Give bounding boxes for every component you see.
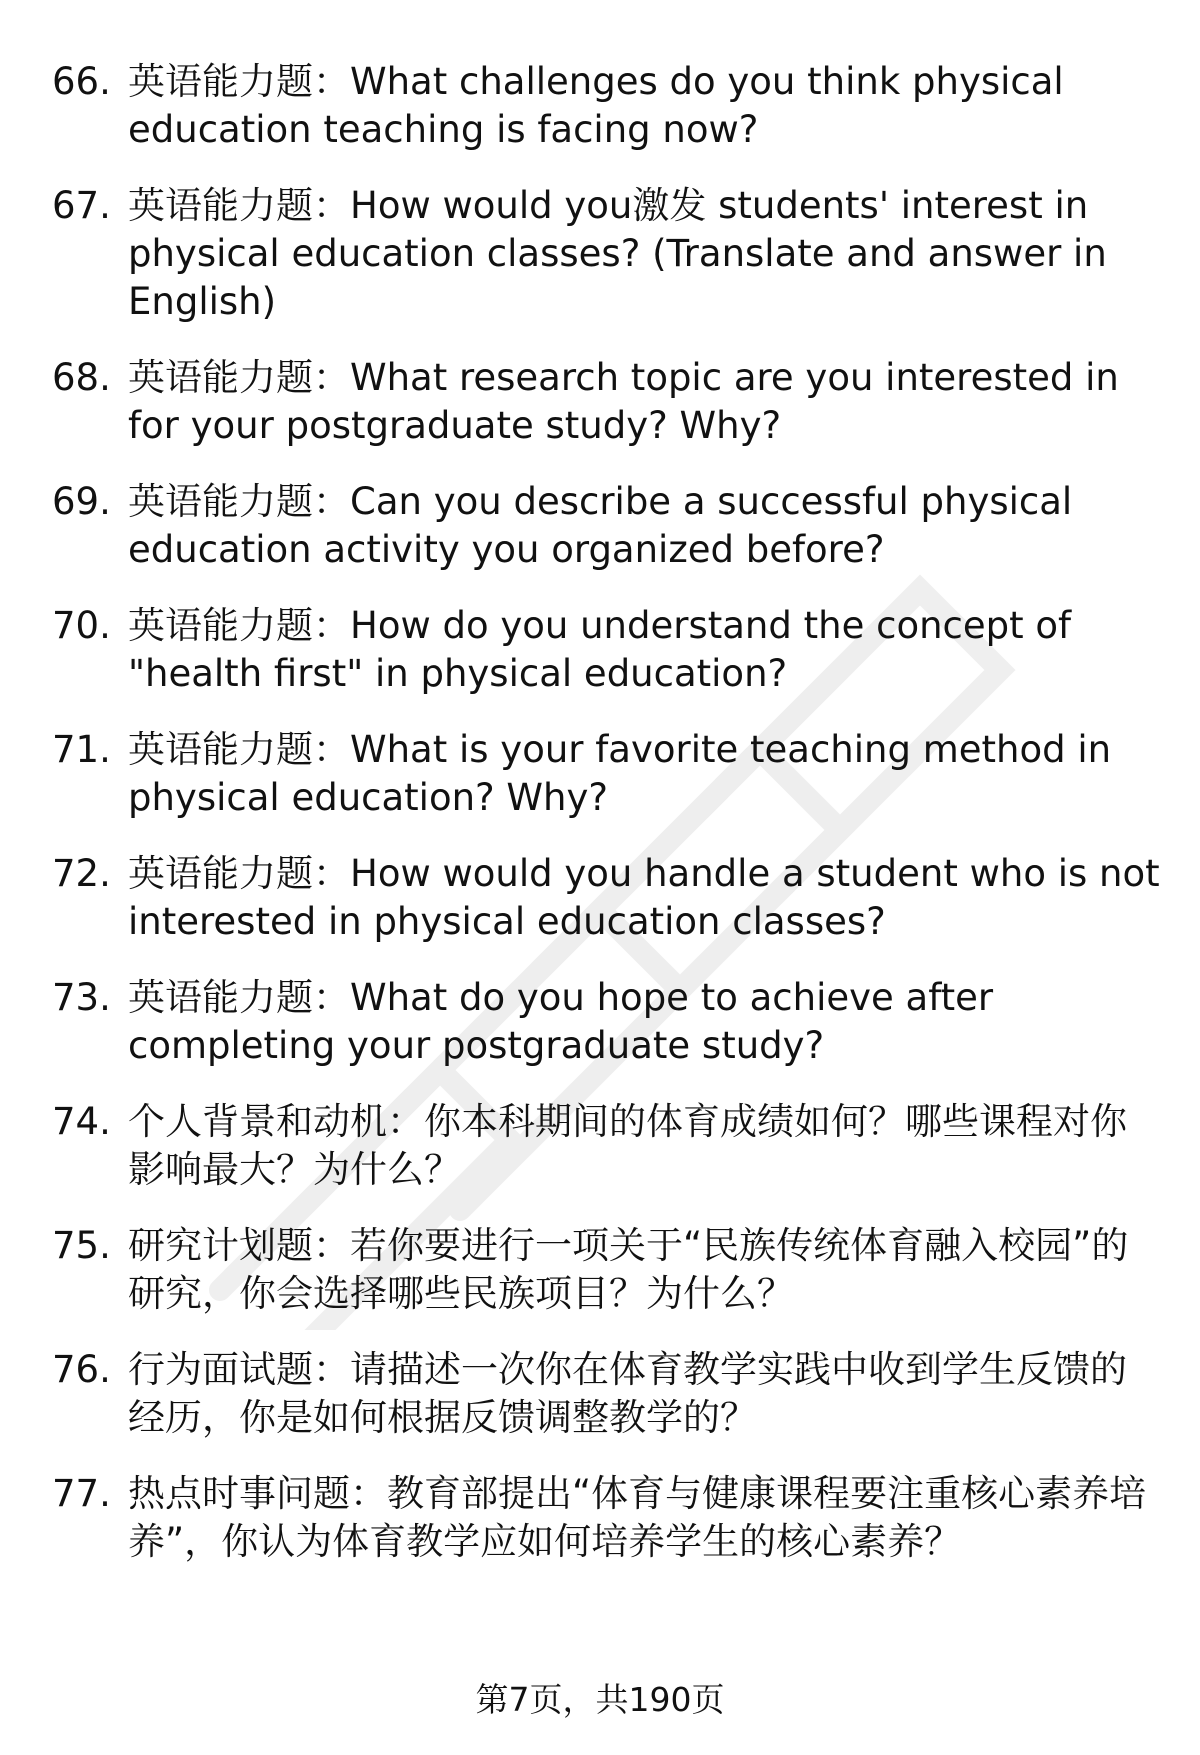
question-text: 英语能力题：Can you describe a successful physical education activity you organized before? (128, 480, 1073, 571)
question-text: 英语能力题：What research topic are you interested in for your postgraduate study? Why? (128, 356, 1119, 447)
question-number: 69. (52, 480, 111, 523)
question-number: 67. (52, 184, 111, 227)
question-item (0, 58, 1200, 154)
question-number: 76. (52, 1348, 111, 1391)
question-text: 行为面试题：请描述一次你在体育教学实践中收到学生反馈的经历，你是如何根据反馈调整教学的？ (128, 1348, 1127, 1439)
question-number: 74. (52, 1100, 111, 1143)
question-item (0, 1222, 1200, 1318)
question-text: 英语能力题：How do you understand the concept of "health first" in physical education? (128, 604, 1072, 695)
question-item (0, 354, 1200, 450)
question-number: 75. (52, 1224, 111, 1267)
question-item (0, 974, 1200, 1070)
question-text: 英语能力题：What do you hope to achieve after completing your postgraduate study? (128, 976, 994, 1067)
question-text: 英语能力题：How would you激发 students' interest in physical education classes? (Translate and answer in English) (128, 184, 1107, 323)
question-number: 72. (52, 852, 111, 895)
question-item (0, 478, 1200, 574)
page-footer: 第7页，共190页 (475, 1680, 725, 1719)
question-text: 研究计划题：若你要进行一项关于“民族传统体育融入校园”的研究，你会选择哪些民族项目？为什么？ (128, 1224, 1129, 1315)
question-item (0, 1346, 1200, 1442)
question-item (0, 726, 1200, 822)
question-number: 68. (52, 356, 111, 399)
question-item (0, 602, 1200, 698)
question-item (0, 850, 1200, 946)
question-text: 英语能力题：What is your favorite teaching method in physical education? Why? (128, 728, 1112, 819)
question-text: 个人背景和动机：你本科期间的体育成绩如何？哪些课程对你影响最大？为什么？ (128, 1100, 1127, 1191)
question-number: 70. (52, 604, 111, 647)
question-text: 英语能力题：What challenges do you think physical education teaching is facing now? (128, 60, 1064, 151)
question-item (0, 182, 1200, 326)
question-number: 71. (52, 728, 111, 771)
question-item (0, 1098, 1200, 1194)
question-text: 英语能力题：How would you handle a student who is not interested in physical education classes? (128, 852, 1160, 943)
question-number: 73. (52, 976, 111, 1019)
question-list (0, 58, 1200, 1594)
question-item (0, 1470, 1200, 1566)
question-text: 热点时事问题：教育部提出“体育与健康课程要注重核心素养培养”，你认为体育教学应如何培养学生的核心素养？ (128, 1472, 1147, 1563)
question-number: 77. (52, 1472, 111, 1515)
question-number: 66. (52, 60, 111, 103)
